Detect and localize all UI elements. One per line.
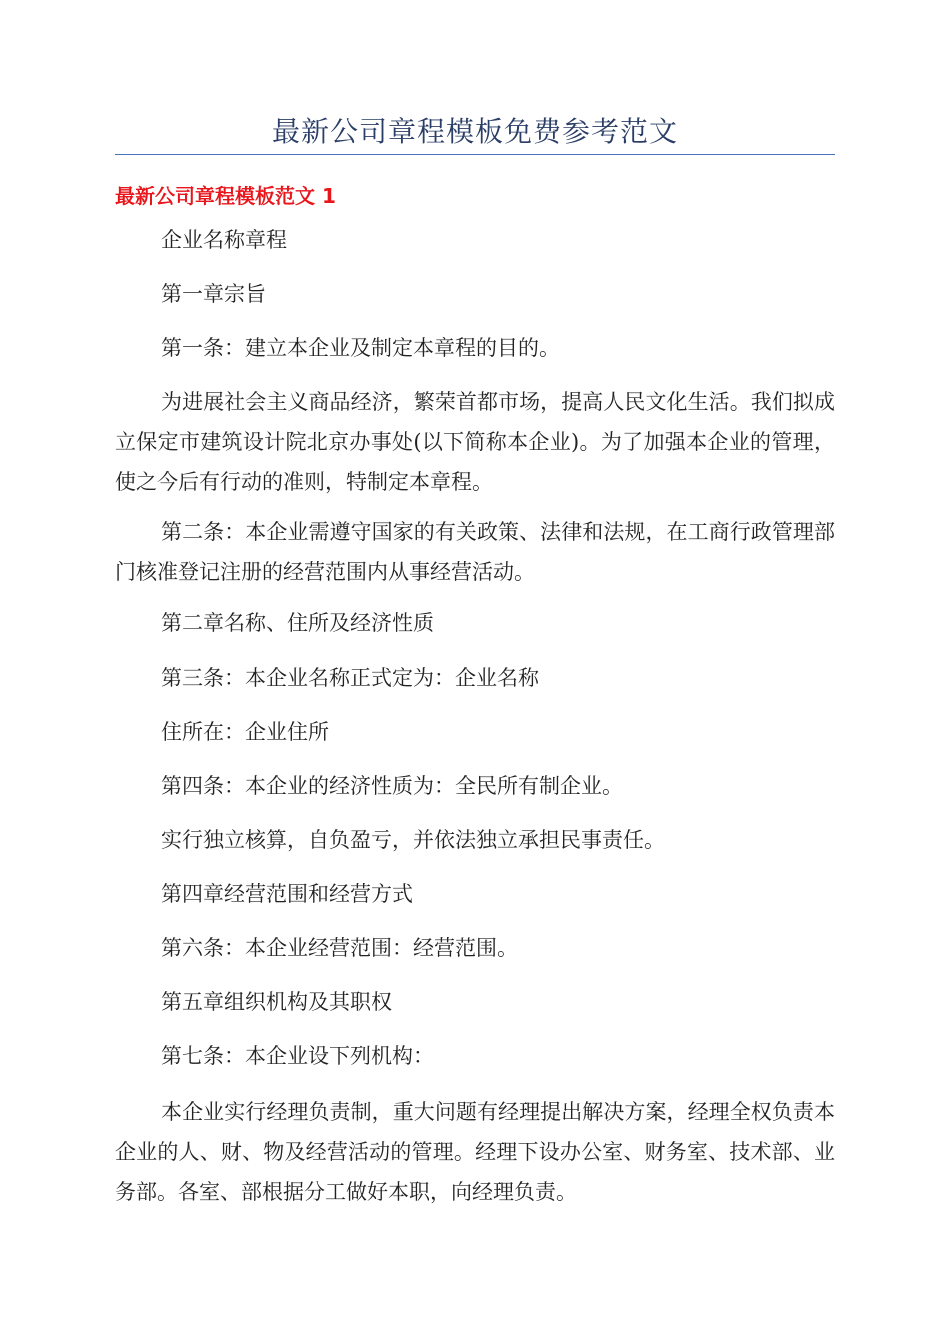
paragraph: 实行独立核算，自负盈亏，并依法独立承担民事责任。	[161, 828, 665, 852]
article: 第六条：本企业经营范围：经营范围。	[161, 936, 518, 960]
article: 第四条：本企业的经济性质为：全民所有制企业。	[161, 774, 623, 798]
chapter-heading: 第五章组织机构及其职权	[161, 990, 392, 1014]
section-heading: 最新公司章程模板范文 1	[115, 184, 336, 208]
paragraph: 企业名称章程	[161, 228, 287, 252]
paragraph: 住所在：企业住所	[161, 720, 329, 744]
chapter-heading: 第四章经营范围和经营方式	[161, 882, 413, 906]
article: 第一条：建立本企业及制定本章程的目的。	[161, 336, 560, 360]
paragraph: 为进展社会主义商品经济，繁荣首都市场，提高人民文化生活。我们拟成立保定市建筑设计院北京办事处(以下简称本企业)。为了加强本企业的管理，使之今后有行动的准则，特制定本章程。	[115, 390, 835, 494]
paragraph: 本企业实行经理负责制，重大问题有经理提出解决方案，经理全权负责本企业的人、财、物及经营活动的管理。经理下设办公室、财务室、技术部、业务部。各室、部根据分工做好本职，向经理负责。	[115, 1100, 835, 1204]
article: 第七条：本企业设下列机构：	[161, 1044, 434, 1068]
title-underline	[115, 154, 835, 155]
article: 第三条：本企业名称正式定为：企业名称	[161, 666, 539, 690]
chapter-heading: 第二章名称、住所及经济性质	[161, 611, 434, 635]
chapter-heading: 第一章宗旨	[161, 282, 266, 306]
article: 第二条：本企业需遵守国家的有关政策、法律和法规，在工商行政管理部门核准登记注册的经营范围内从事经营活动。	[115, 520, 835, 584]
document-title: 最新公司章程模板免费参考范文	[271, 115, 678, 148]
